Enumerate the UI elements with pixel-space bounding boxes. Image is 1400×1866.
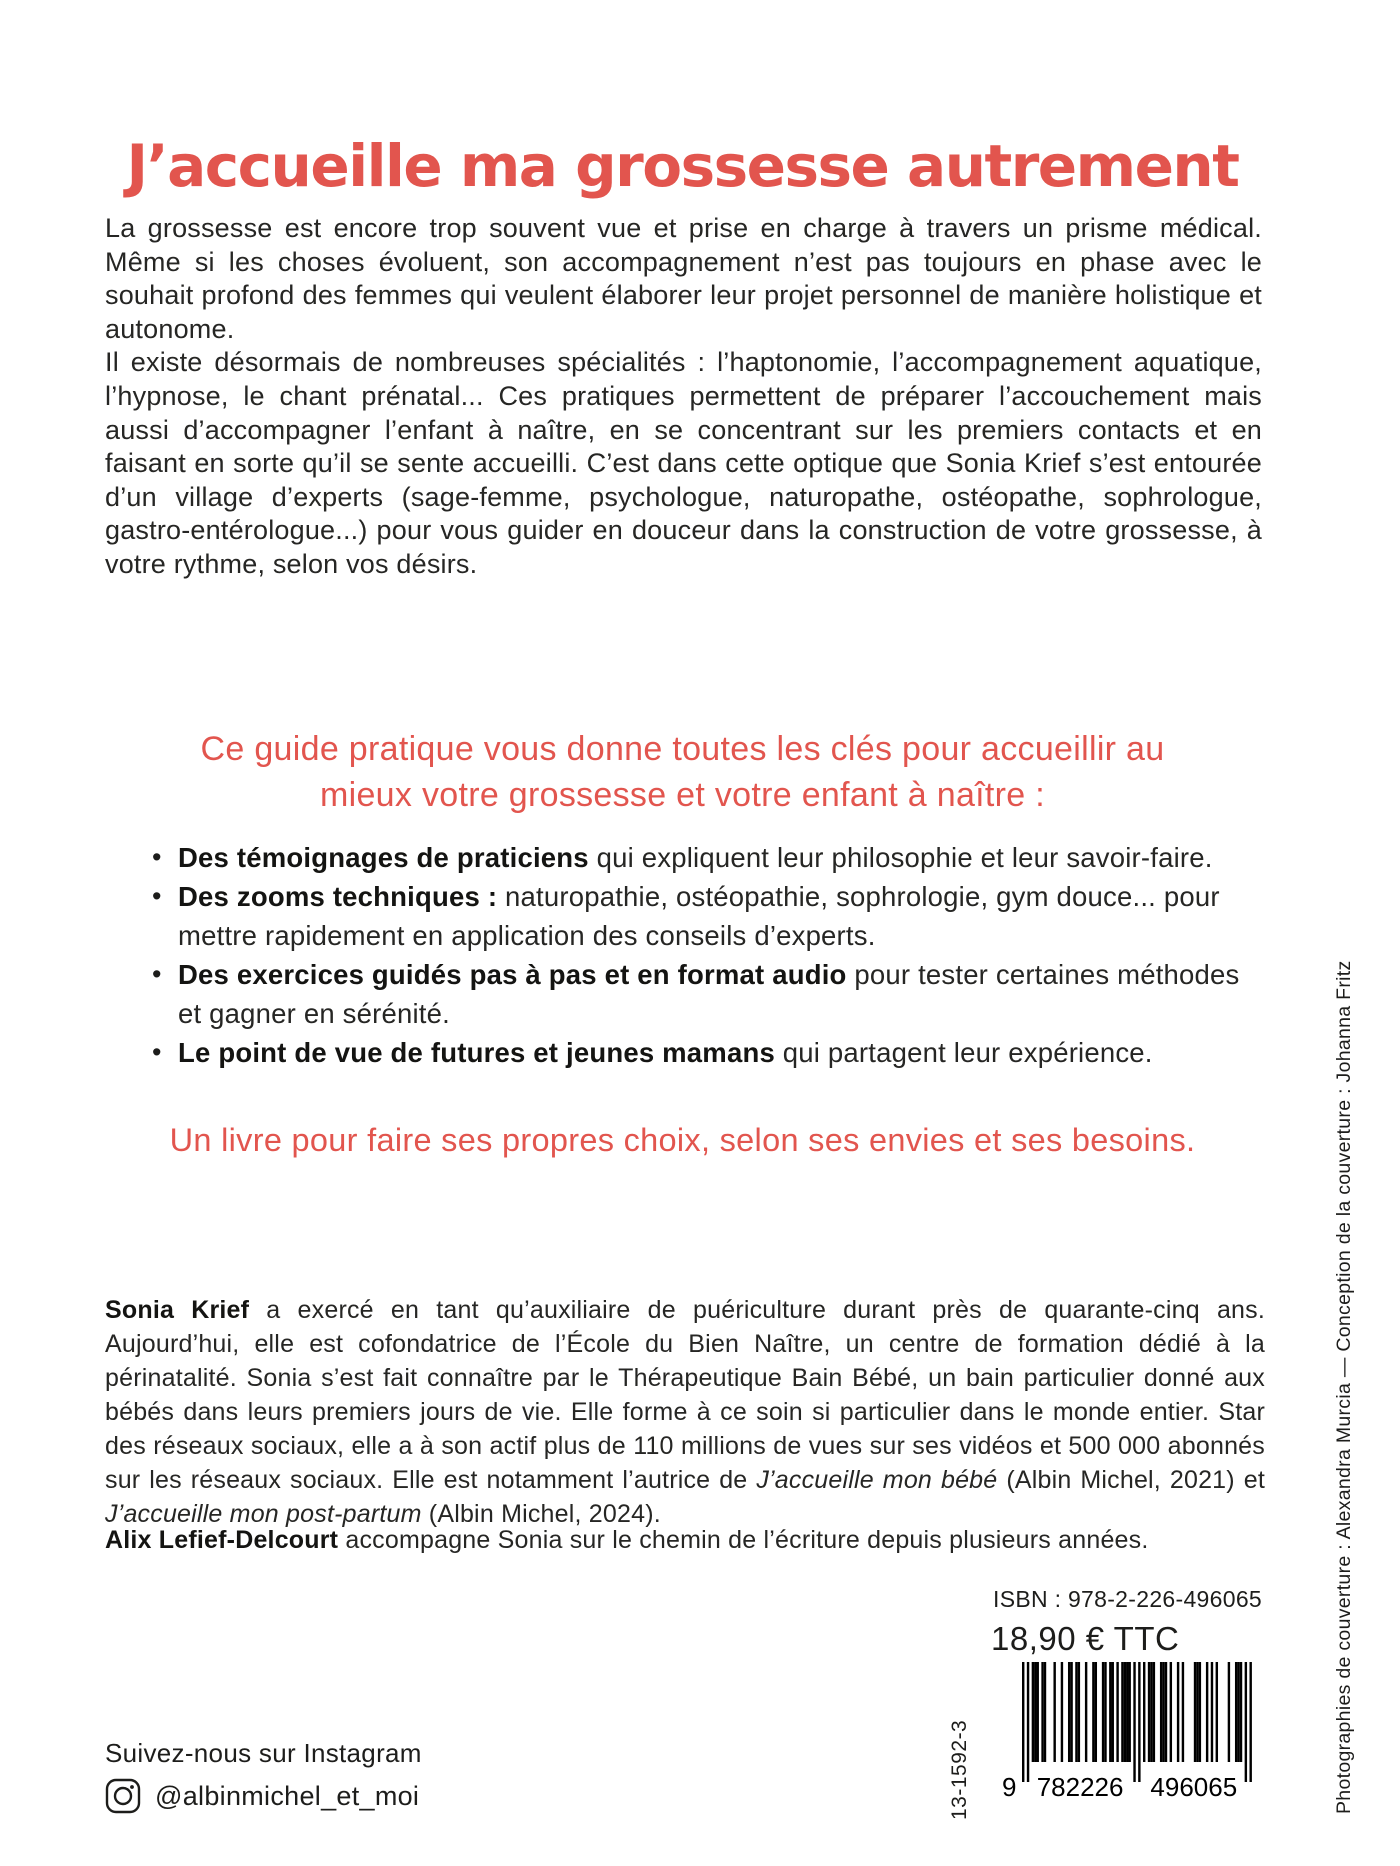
guide-heading: Ce guide pratique vous donne toutes les clés pour accueillir au mieux votre grossesse et votre enfant à naître : [200, 730, 1165, 814]
book-title-2: J’accueille mon post-partum [105, 1500, 422, 1528]
tagline: Un livre pour faire ses propres choix, selon ses envies et ses besoins. [169, 1122, 1196, 1158]
instagram-label: Suivez-nous sur Instagram [105, 1738, 422, 1768]
svg-text:9: 9 [1002, 1772, 1017, 1800]
svg-text:496065: 496065 [1150, 1772, 1238, 1800]
bullet-dot: • [152, 959, 162, 989]
intro-paragraph-1: La grossesse est encore trop souvent vue et prise en charge à travers un prisme médical. Même si les choses évoluent, son accompagnement n’est pas toujours en phase avec le souhait profond des femmes qui veulent élaborer leur projet personnel de manière holistique et autonome. [105, 213, 1262, 344]
list-item: • Des zooms techniques : naturopathie, ostéopathie, sophrologie, gym douce... pour mettre rapidement en application des conseils d’experts. [150, 877, 1250, 955]
list-item: • Le point de vue de futures et jeunes mamans qui partagent leur expérience. [150, 1033, 1250, 1072]
coauthor-name: Alix Lefief-Delcourt [105, 1526, 339, 1554]
coauthor-bio: Alix Lefief-Delcourt accompagne Sonia sur le chemin de l’écriture depuis plusieurs années. [105, 1526, 1149, 1554]
book-title: J’accueille ma grossesse autrement [126, 131, 1239, 200]
bullet-dot: • [152, 842, 162, 872]
author-name: Sonia Krief [105, 1296, 250, 1324]
book-title-1: J’accueille mon bébé [756, 1466, 998, 1494]
intro-paragraph-2: Il existe désormais de nombreuses spécialités : l’haptonomie, l’accompagnement aquatique, l’hypnose, le chant prénatal... Ces pratiques permettent de préparer l’accouchement mais aussi d’accompagner l’enfant à naître, en se concentrant sur les premiers contacts et en faisant en sorte qu’il se sente accueilli. C’est dans cette optique que Sonia Krief s’est entourée d’un village d’experts (sage-femme, psychologue, naturopathe, ostéopathe, sophrologue, gastro-entérologue...) pour vous guider en douceur dans la construction de votre grossesse, à votre rythme, selon vos désirs. [105, 347, 1262, 579]
list-item: • Des exercices guidés pas à pas et en format audio pour tester certaines méthodes et gagner en sérénité. [150, 955, 1250, 1033]
intro-text [105, 212, 1262, 582]
instagram-icon [105, 1778, 141, 1814]
bullet-dot: • [152, 881, 162, 911]
benefits-list [150, 838, 1250, 1072]
bullet-dot: • [152, 1037, 162, 1067]
isbn-label: ISBN : 978-2-226-496065 [993, 1586, 1263, 1612]
instagram-handle: @albinmichel_et_moi [155, 1780, 420, 1811]
svg-text:782226: 782226 [1036, 1772, 1124, 1800]
price: 18,90 € TTC [991, 1620, 1180, 1657]
author-bio: Sonia Krief a exercé en tant qu’auxiliaire de puériculture durant près de quarante-cinq ans. Aujourd’hui, elle est cofondatrice de l’École du Bien Naître, un centre de formation dédié à la périnatalité. Sonia s’est fait connaître par le Thérapeutique Bain Bébé, un bain particulier donné aux bébés dans leurs premiers jours de vie. Elle forme à ce soin si particulier dans le monde entier. Star des réseaux sociaux, elle a à son actif plus de 110 millions de vues sur ses vidéos et 500 000 abonnés sur les réseaux sociaux. Elle est notamment l’autrice de J’accueille mon bébé (Albin Michel, 2021) et J’accueille mon post-partum (Albin Michel, 2024). [105, 1296, 1265, 1528]
list-item: • Des témoignages de praticiens qui expliquent leur philosophie et leur savoir-faire. [150, 838, 1250, 877]
cover-credits-vertical: Photographies de couverture : Alexandra Murcia — Conception de la couverture : Johanna Fritz [1333, 960, 1355, 1814]
print-code: 13-1592-3 [948, 1719, 971, 1820]
ean13-barcode [1002, 1662, 1254, 1800]
instagram-row [105, 1778, 419, 1814]
